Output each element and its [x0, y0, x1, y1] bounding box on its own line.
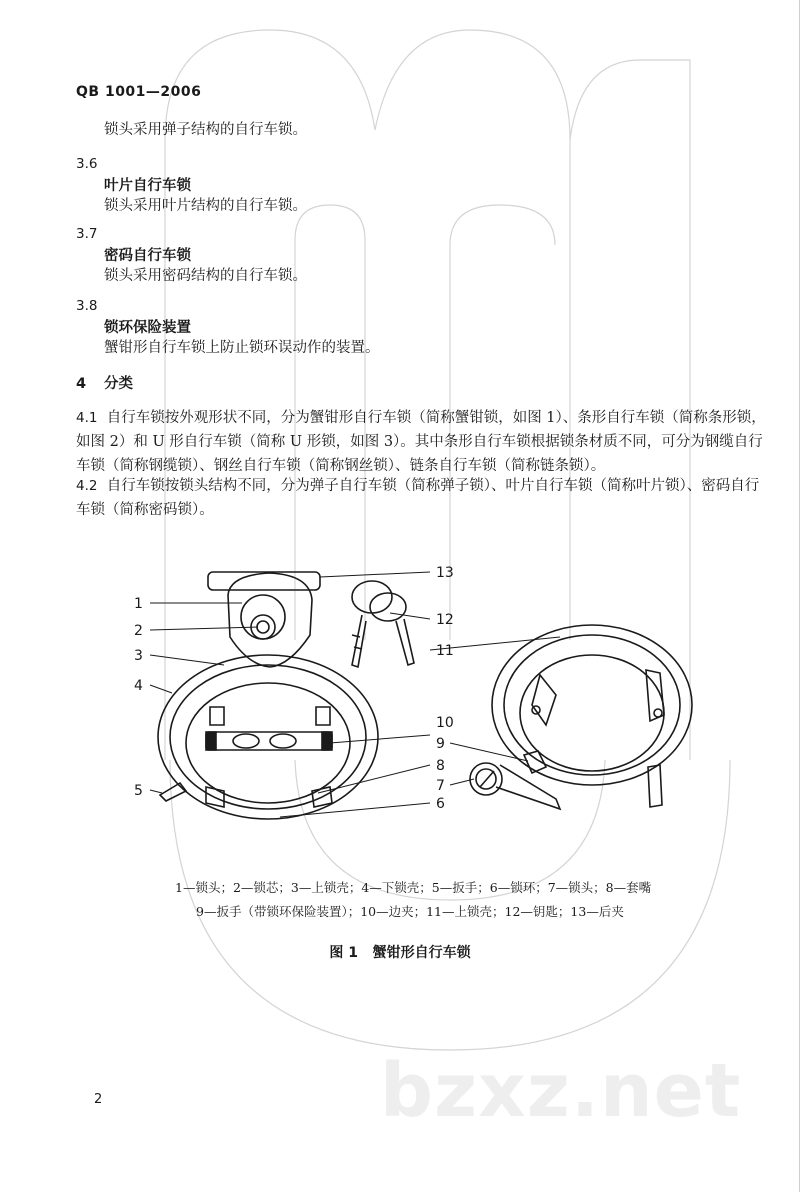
figure-crab-lock-drawing — [120, 555, 710, 845]
term-heading: 密码自行车锁 — [104, 248, 191, 264]
callout-2: 2 — [134, 623, 143, 639]
callout-5: 5 — [134, 783, 143, 799]
callout-1: 1 — [134, 596, 143, 612]
handle — [160, 783, 186, 801]
upper-lock-shell-right — [492, 625, 692, 785]
term-heading: 锁环保险装置 — [104, 320, 191, 336]
callout-6: 6 — [436, 796, 445, 812]
callout-11: 11 — [436, 643, 454, 659]
callout-3: 3 — [134, 648, 143, 664]
definition-text: 锁头采用叶片结构的自行车锁。 — [104, 198, 307, 214]
clause-4-1 — [76, 406, 766, 478]
clause-text: 自行车锁按外观形状不同，分为蟹钳形自行车锁（简称蟹钳锁，如图 1）、条形自行车锁（简称条形锁，如图 2）和 U 形自行车锁（简称 U 形锁，如图 3）。其中条形自行车锁根据锁条材质不同，可分为钢缆自行车锁（简称钢缆锁）、钢丝自行车锁（简称钢丝锁）、链条自行车锁（简称链条锁）。 — [76, 410, 766, 474]
rear-clamp — [208, 572, 320, 590]
definition-text: 蟹钳形自行车锁上防止锁环误动作的装置。 — [104, 340, 380, 356]
definition-text: 锁头采用密码结构的自行车锁。 — [104, 268, 307, 284]
standard-number: QB 1001—2006 — [76, 84, 202, 100]
callout-13: 13 — [436, 565, 454, 581]
clause-number: 3.7 — [76, 226, 98, 242]
lower-lock-shell — [158, 655, 378, 819]
definition-text: 锁头采用弹子结构的自行车锁。 — [104, 122, 307, 138]
callout-7: 7 — [436, 778, 445, 794]
clause-number: 4.2 — [76, 478, 98, 494]
callout-8: 8 — [436, 758, 445, 774]
chapter-title: 分类 — [104, 376, 133, 392]
clause-text: 自行车锁按锁头结构不同，分为弹子自行车锁（简称弹子锁）、叶片自行车锁（简称叶片锁）、密码自行车锁（简称密码锁）。 — [76, 478, 760, 518]
term-heading: 叶片自行车锁 — [104, 178, 191, 194]
side-clip — [206, 732, 332, 750]
callout-10: 10 — [436, 715, 454, 731]
callout-12: 12 — [436, 612, 454, 628]
left-lock — [158, 572, 378, 819]
page-number: 2 — [94, 1092, 103, 1107]
clause-4-2 — [76, 474, 766, 522]
figure-legend-line-1: 1—锁头；2—锁芯；3—上锁壳；4—下锁壳；5—扳手；6—锁环；7—锁头；8—套嘴 — [175, 880, 652, 895]
watermark: bzxz.net — [380, 1048, 742, 1134]
clause-number: 3.6 — [76, 156, 98, 172]
figure-caption — [0, 942, 800, 962]
callout-4: 4 — [134, 678, 143, 694]
key — [352, 581, 414, 667]
clause-number: 3.8 — [76, 298, 98, 314]
clause-number: 4.1 — [76, 410, 98, 426]
chapter-number: 4 — [76, 376, 87, 392]
figure-legend-line-2: 9—扳手（带锁环保险装置）；10—边夹；11—上锁壳；12—钥匙；13—后夹 — [196, 904, 624, 919]
right-lock — [470, 625, 692, 809]
figure-caption-title: 蟹钳形自行车锁 — [372, 945, 471, 961]
figure-caption-number: 图 1 — [329, 945, 358, 961]
callout-9: 9 — [436, 736, 445, 752]
